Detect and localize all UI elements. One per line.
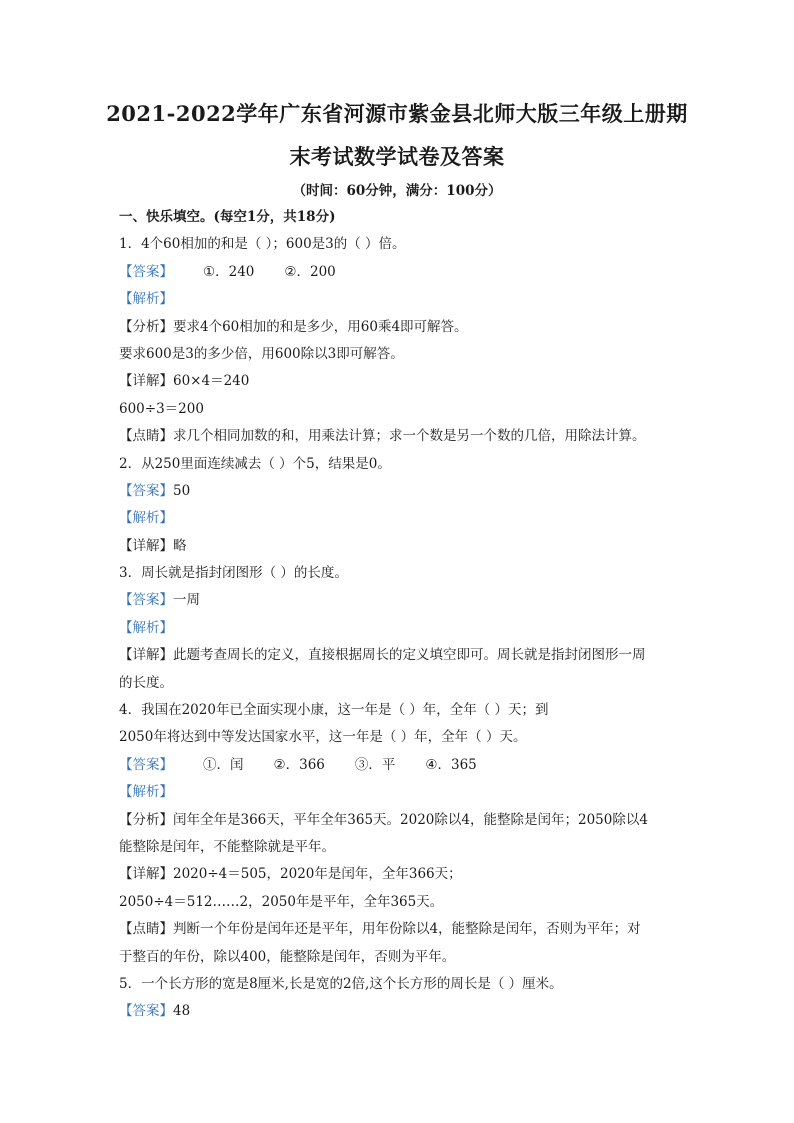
q1-dianjing: 【点睛】求几个相同加数的和，用乘法计算；求一个数是另一个数的几倍，用除法计算。 xyxy=(119,428,646,445)
q4-dianjing-line-2: 于整百的年份，除以400，能整除是闰年，否则为平年。 xyxy=(119,948,456,965)
section-1-title: 一、快乐填空。(每空1分，共18分) xyxy=(119,209,336,225)
answer-tag: 【答案】 xyxy=(119,592,173,609)
answer-tag: 【答案】 xyxy=(119,263,173,280)
q5-answer-line xyxy=(119,998,679,1025)
exam-content xyxy=(119,204,679,1026)
q4-answer-part-1: ①．闰 xyxy=(203,756,244,773)
q4-answer-line xyxy=(119,752,679,779)
question-4-line-2: 2050年将达到中等发达国家水平，这一年是（ ）年，全年（ ）天。 xyxy=(119,729,527,746)
q1-analysis-tag: 【解析】 xyxy=(119,291,173,308)
q1-answer-line xyxy=(119,259,679,286)
q5-answer: 48 xyxy=(173,1003,191,1020)
exam-time-score-info: （时间：60分钟，满分：100分） xyxy=(292,183,502,199)
q1-answer-part-1: ①．240 xyxy=(203,263,255,280)
q1-xiangjie-line-2: 600÷3＝200 xyxy=(119,400,204,417)
q1-fenxi-line-2: 要求600是3的多少倍，用600除以3即可解答。 xyxy=(119,345,404,362)
q4-xiangjie-line-1: 【详解】2020÷4＝505，2020年是闰年，全年366天； xyxy=(119,866,462,883)
q4-dianjing-line-1: 【点睛】判断一个年份是闰年还是平年，用年份除以4，能整除是闰年，否则为平年；对 xyxy=(119,921,641,938)
q4-answer-part-3: ③．平 xyxy=(354,756,396,773)
document-title-line-2: 末考试数学试卷及答案 xyxy=(289,144,505,169)
q1-xiangjie-line-1: 【详解】60×4＝240 xyxy=(119,373,250,390)
document-title-line-1: 2021-2022学年广东省河源市紫金县北师大版三年级上册期 xyxy=(106,101,688,126)
q2-answer-line xyxy=(119,478,679,505)
q3-answer-line xyxy=(119,587,679,614)
q4-answer-part-4: ④．365 xyxy=(425,756,477,773)
q2-xiangjie: 【详解】略 xyxy=(119,537,187,554)
question-3: 3．周长就是指封闭图形（ ）的长度。 xyxy=(119,565,348,582)
q1-answer-part-2: ②．200 xyxy=(284,263,336,280)
q4-analysis-tag: 【解析】 xyxy=(119,784,173,801)
answer-tag: 【答案】 xyxy=(119,482,173,499)
q3-analysis-tag: 【解析】 xyxy=(119,619,173,636)
q3-xiangjie-line-1: 【详解】此题考查周长的定义，直接根据周长的定义填空即可。周长就是指封闭图形一周 xyxy=(119,647,646,664)
question-5: 5．一个长方形的宽是8厘米,长是宽的2倍,这个长方形的周长是（ ）厘米。 xyxy=(119,975,563,992)
q4-fenxi-line-1: 【分析】闰年全年是366天，平年全年365天。2020除以4，能整除是闰年；2050除以4 xyxy=(119,811,648,828)
q3-answer: 一周 xyxy=(173,592,200,609)
q4-xiangjie-line-2: 2050÷4＝512……2，2050年是平年，全年365天。 xyxy=(119,893,444,910)
question-4-line-1: 4．我国在2020年已全面实现小康，这一年是（ ）年，全年（ ）天；到 xyxy=(119,702,549,719)
q2-analysis-tag: 【解析】 xyxy=(119,510,173,527)
question-2: 2．从250里面连续减去（ ）个5，结果是0。 xyxy=(119,455,391,472)
q4-fenxi-line-2: 能整除是闰年，不能整除就是平年。 xyxy=(119,838,335,855)
q4-answer-part-2: ②．366 xyxy=(273,756,325,773)
q1-fenxi-line-1: 【分析】要求4个60相加的和是多少，用60乘4即可解答。 xyxy=(119,318,468,335)
answer-tag: 【答案】 xyxy=(119,756,173,773)
q3-xiangjie-line-2: 的长度。 xyxy=(119,674,173,691)
q2-answer: 50 xyxy=(173,482,191,499)
answer-tag: 【答案】 xyxy=(119,1003,173,1020)
question-1: 1．4个60相加的和是（ ）；600是3的（ ）倍。 xyxy=(119,236,406,253)
